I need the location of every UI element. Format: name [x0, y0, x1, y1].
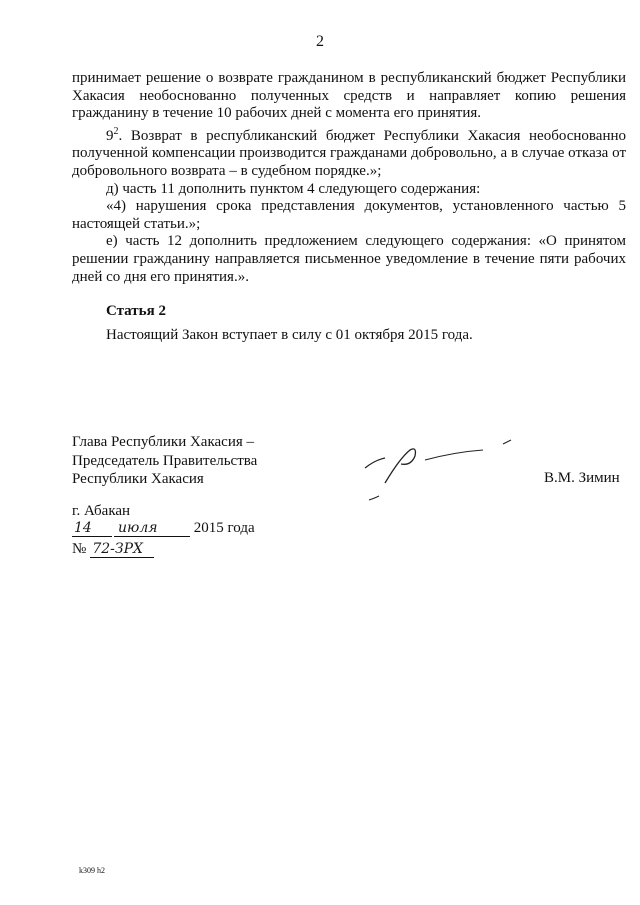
year-text: 2015 года — [193, 520, 255, 536]
law-body-text — [72, 70, 626, 286]
handwritten-month: июля — [114, 520, 190, 537]
city: г. Абакан — [72, 503, 131, 519]
paragraph-amendment-d: д) часть 11 дополнить пунктом 4 следующего содержания: — [106, 180, 481, 197]
signatory-title-line: Председатель Правительства — [72, 452, 258, 469]
law-number — [72, 541, 154, 558]
signatory-name: В.М. Зимин — [544, 470, 620, 486]
paragraph-amendment-e: е) часть 12 дополнить предложением следующего содержания: «О принятом решении гражданину направляется письменное уведомление в течение пяти рабочих дней со дня его принятия.». — [72, 233, 626, 285]
paragraph-number: 9 — [106, 127, 114, 144]
paragraph-superscript: 2 — [113, 125, 119, 137]
paragraph-item-4: «4) нарушения срока представления документов, установленного частью 5 настоящей статьи.»; — [72, 198, 626, 232]
number-prefix: № — [72, 541, 87, 557]
footer-code: k309 h2 — [79, 866, 105, 875]
signatory-title — [72, 433, 257, 489]
signing-date — [72, 520, 255, 537]
handwritten-day: 14 — [72, 520, 112, 537]
signatory-title-line: Республики Хакасия — [72, 471, 204, 487]
article-text: Настоящий Закон вступает в силу с 01 октября 2015 года. — [106, 327, 473, 343]
signatory-title-line: Глава Республики Хакасия – — [72, 434, 255, 450]
handwritten-law-number: 72-ЗРХ — [90, 541, 154, 558]
paragraph-decision: принимает решение о возврате гражданином в республиканский бюджет Республики Хакасия необоснованно полученных средств и направляет копию решения гражданину в течение 10 рабочих дней с момента его принятия. — [72, 70, 626, 122]
paragraph-return-text: . Возврат в республиканский бюджет Республики Хакасия необоснованно полученной компенсации производится гражданами добровольно, а в случае отказа от добровольного возврата – в судебном порядке.»; — [72, 127, 626, 179]
paragraph-return — [72, 123, 626, 181]
handwritten-signature — [355, 438, 525, 518]
page-number: 2 — [316, 33, 324, 50]
article-heading: Статья 2 — [106, 303, 166, 319]
